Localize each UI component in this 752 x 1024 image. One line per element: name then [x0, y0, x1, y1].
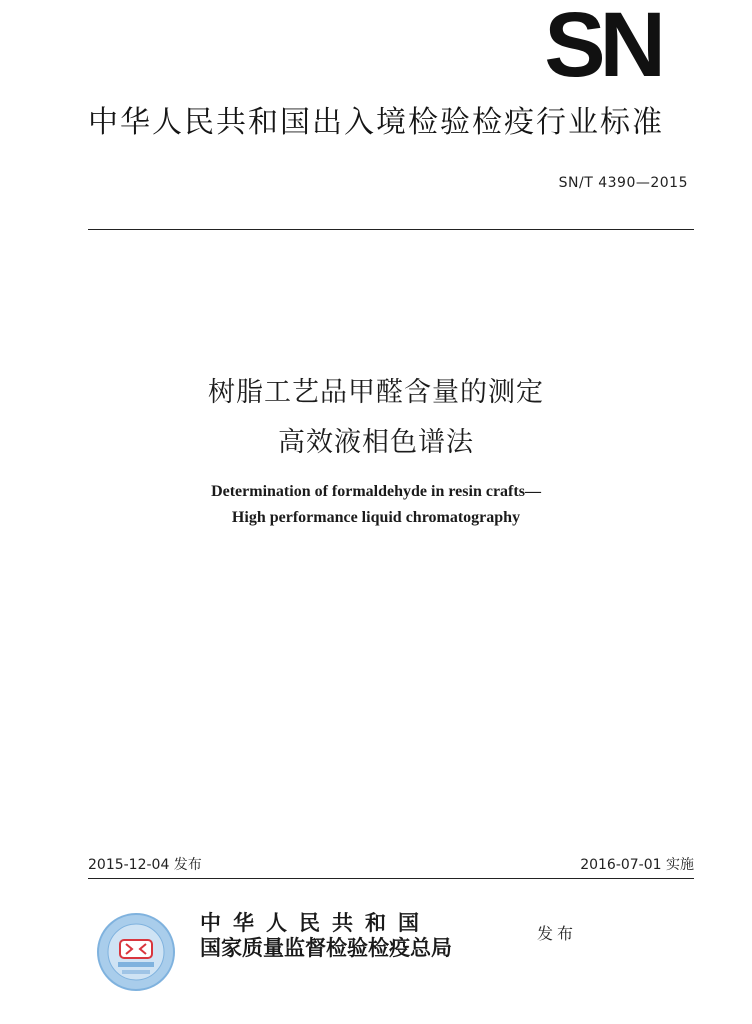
title-english-line-2: High performance liquid chromatography	[231, 509, 521, 526]
implementation-date: 2016-07-01 实施	[580, 857, 694, 873]
standard-number: SN/T 4390—2015	[558, 175, 688, 191]
title-chinese-line-2: 高效液相色谱法	[278, 427, 474, 458]
publish-label: 发布	[537, 924, 578, 943]
anti-counterfeit-seal	[96, 912, 176, 992]
issuer-line-1: 中华人民共和国	[200, 910, 431, 935]
issuer-line-2: 国家质量监督检验检疫总局	[200, 935, 452, 960]
sn-logo: SN	[544, 0, 660, 96]
bottom-divider	[88, 878, 694, 879]
title-chinese-line-1: 树脂工艺品甲醛含量的测定	[208, 377, 544, 408]
top-divider	[88, 229, 694, 230]
title-english-line-1: Determination of formaldehyde in resin crafts—	[211, 483, 541, 500]
issue-date: 2015-12-04 发布	[88, 857, 202, 873]
header-title: 中华人民共和国出入境检验检疫行业标准	[88, 105, 664, 140]
seal-icon	[96, 912, 176, 992]
